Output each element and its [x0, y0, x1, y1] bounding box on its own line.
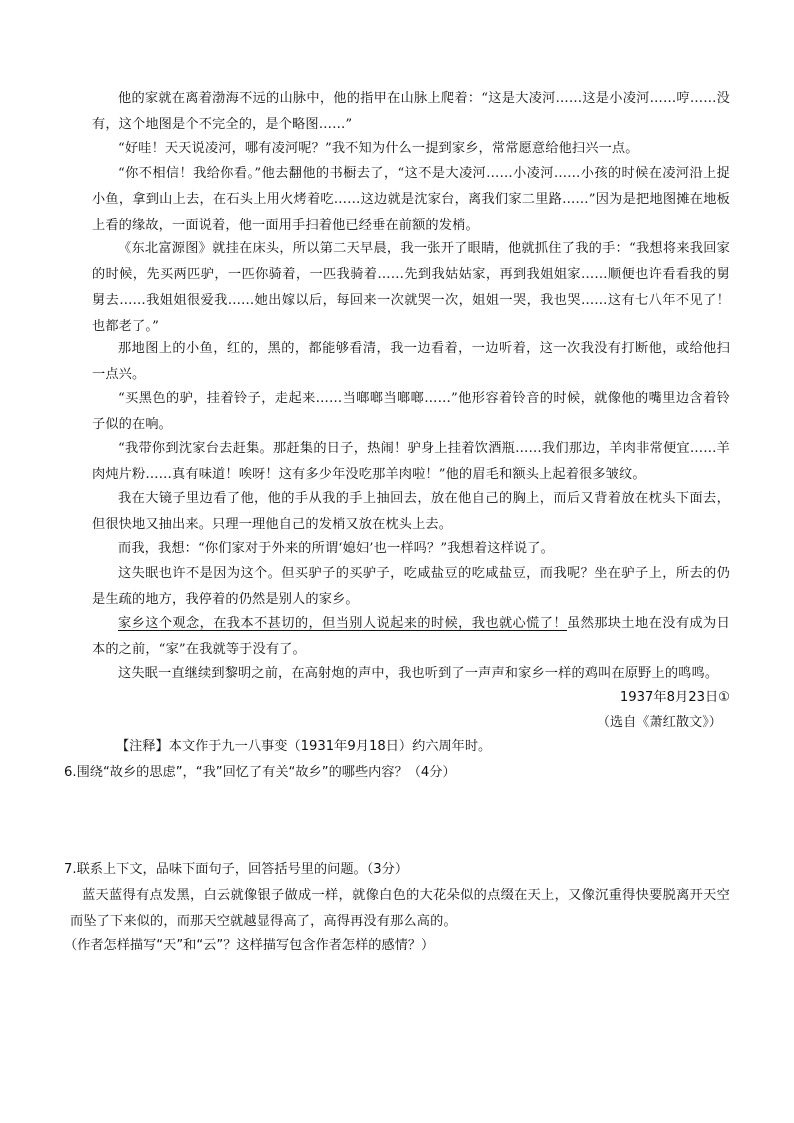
question-7-title: 7.联系上下文，品味下面句子，回答括号里的问题。（3分） [64, 862, 409, 877]
passage-paragraph-12: 这失眠一直继续到黎明之前，在高射炮的声中，我也听到了一声声和家乡一样的鸡叫在原野上的鸣鸣。 [118, 666, 719, 681]
passage-paragraph-11 [92, 611, 730, 663]
paragraph-11-rest: 虽然那块土地在没有成为日本的之前，“家”在我就等于没有了。 [92, 616, 730, 657]
passage-paragraph-9: 而我，我想：“你们家对于外来的所谓‘媳妇’也一样吗？”我想着这样说了。 [118, 541, 554, 556]
question-7-prompt: （作者怎样描写“天”和“云”？这样描写包含作者怎样的感情？） [64, 938, 435, 953]
annotation-note: 【注释】本文作于九一八事变（1931年9月18日）约六周年时。 [116, 739, 492, 754]
passage-paragraph-6: “买黑色的驴，挂着铃子，走起来……当啷啷当啷啷……”他形容着铃音的时候，就像他的嘴里边含着铃子似的在响。 [92, 391, 730, 432]
question-7-quote: 蓝天蓝得有点发黑，白云就像银子做成一样，就像白色的大花朵似的点缀在天上，又像沉重得快要脱离开天空而坠了下来似的，而那天空就越显得高了，高得再没有那么高的。 [70, 888, 730, 929]
passage-paragraph-3: “你不相信！我给你看。”他去翻他的书橱去了，“这不是大凌河……小凌河……小孩的时候在凌河沿上捉小鱼，拿到山上去，在石头上用火烤着吃……这边就是沈家台，离我们家二里路……”因为是把地图摊在地板上看的缘故，一面说着，他一面用手扫着他已经垂在前额的发梢。 [92, 166, 730, 233]
passage-paragraph-8: 我在大镜子里边看了他，他的手从我的手上抽回去，放在他自己的胸上，而后又背着放在枕头下面去，但很快地又抽出来。只理一理他自己的发梢又放在枕头上去。 [92, 491, 730, 532]
question-6: 6.围绕“故乡的思虑”，“我”回忆了有关“故乡”的哪些内容？（4分） [64, 765, 456, 780]
passage-paragraph-1: 他的家就在离着渤海不远的山脉中，他的指甲在山脉上爬着：“这是大凌河……这是小凌河……哼……没有，这个地图是个不完全的，是个略图……” [92, 91, 730, 132]
passage-date: 1937年8月23日① [619, 690, 730, 705]
passage-paragraph-4: 《东北富源图》就挂在床头，所以第二天早晨，我一张开了眼睛，他就抓住了我的手：“我想将来我回家的时候，先买两匹驴，一匹你骑着，一匹我骑着……先到我姑姑家，再到我姐姐家……顺便也许看看我的舅舅去……我姐姐很爱我……她出嫁以后，每回来一次就哭一次，姐姐一哭，我也哭……这有七八年不见了！也都老了。” [92, 241, 730, 334]
passage-paragraph-5: 那地图上的小鱼，红的，黑的，都能够看清，我一边看着，一边听着，这一次我没有打断他，或给他扫一点兴。 [92, 341, 730, 382]
passage-paragraph-2: “好哇！天天说凌河，哪有凌河呢？”我不知为什么一提到家乡，常常愿意给他扫兴一点。 [118, 141, 639, 156]
passage-paragraph-7: “我带你到沈家台去赶集。那赶集的日子，热闹！驴身上挂着饮酒瓶……我们那边，羊肉非常便宜……羊肉炖片粉……真有味道！唉呀！这有多少年没吃那羊肉啦！”他的眉毛和额头上起着很多皱纹。 [92, 441, 730, 482]
passage-paragraph-10: 这失眠也许不是因为这个。但买驴子的买驴子，吃咸盐豆的吃咸盐豆，而我呢？坐在驴子上，所去的仍是生疏的地方，我停着的仍然是别人的家乡。 [92, 566, 730, 607]
underlined-sentence: 家乡这个观念，在我本不甚切的，但当别人说起来的时候，我也就心慌了！ [118, 616, 567, 631]
passage-source: （选自《萧红散文》） [596, 715, 722, 730]
